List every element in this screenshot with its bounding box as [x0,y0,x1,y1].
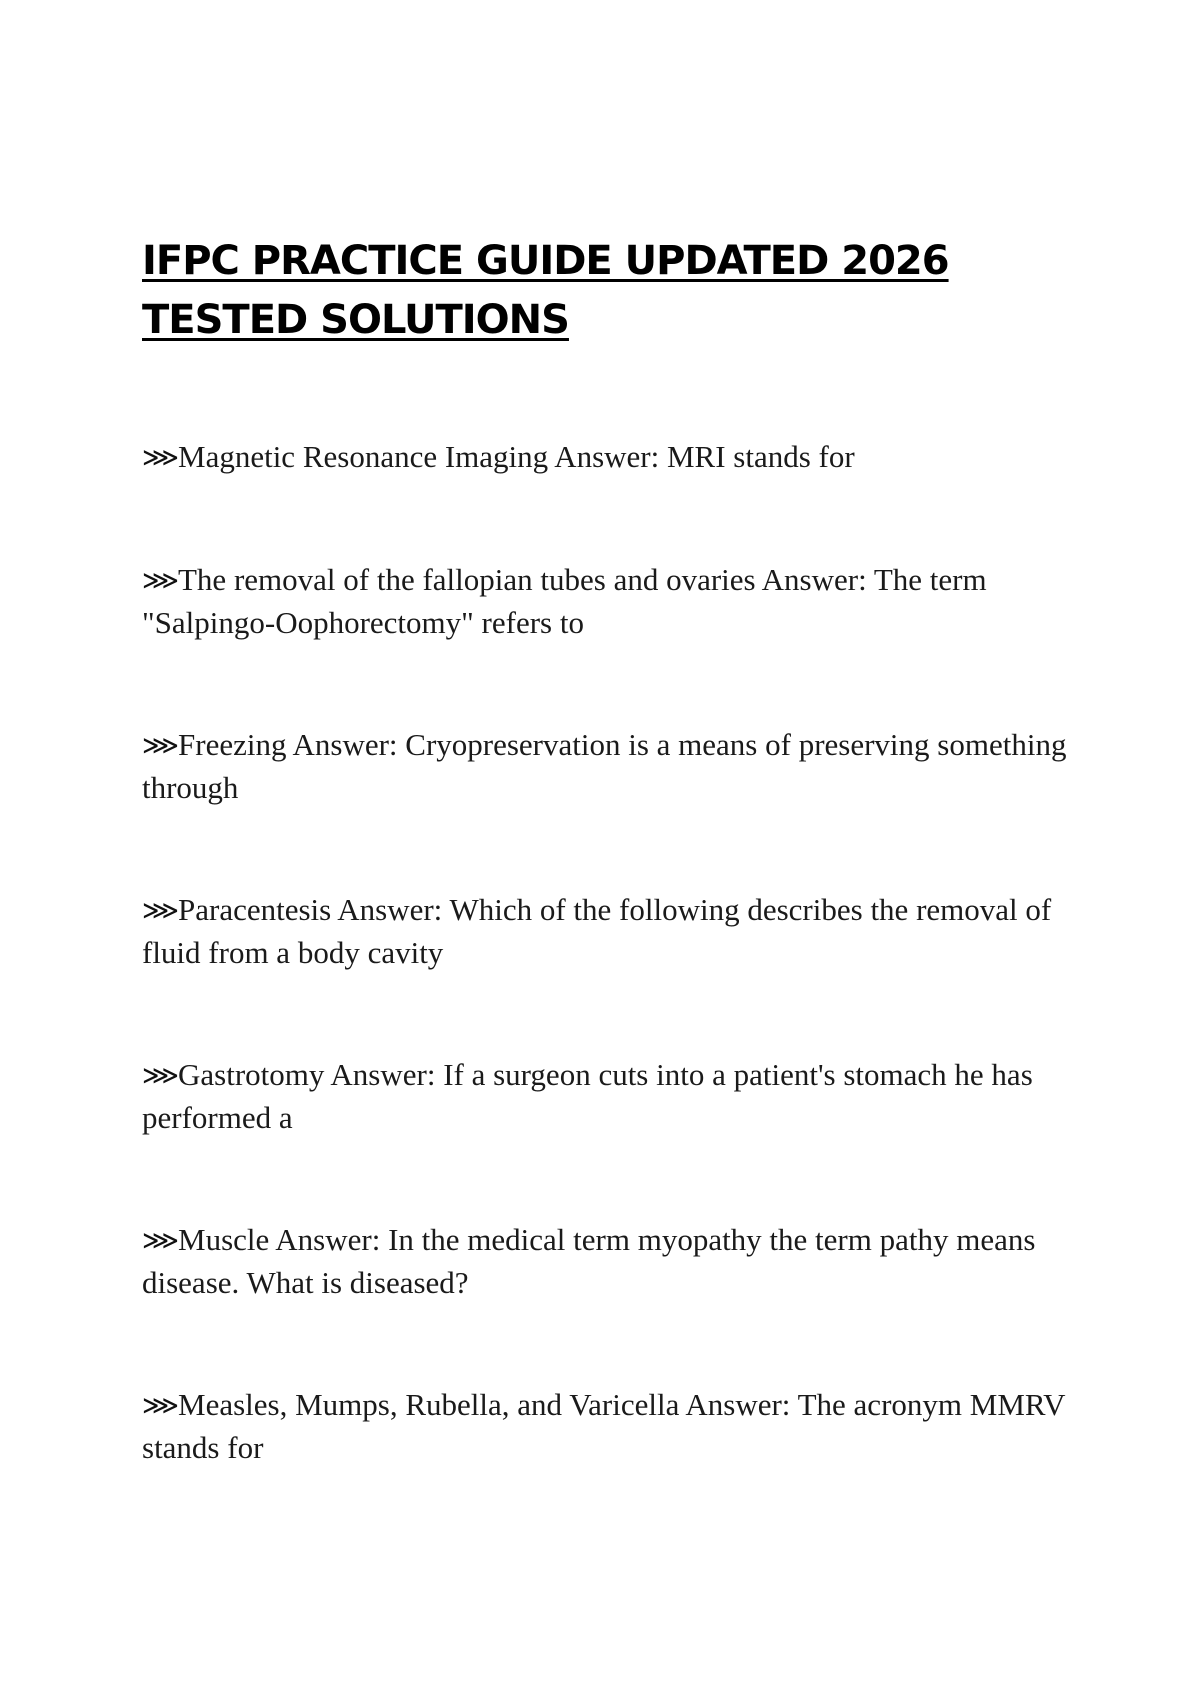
bullet-arrow-icon: ⋙ [142,896,179,926]
qa-text: Magnetic Resonance Imaging Answer: MRI stands for [178,439,855,474]
title-line-2: TESTED SOLUTIONS [142,297,569,343]
qa-item [142,559,1072,644]
qa-text: Gastrotomy Answer: If a surgeon cuts into a patient's stomach he has performed a [142,1057,1033,1135]
bullet-arrow-icon: ⋙ [142,1226,179,1256]
qa-item [142,1384,1072,1469]
qa-text: Muscle Answer: In the medical term myopathy the term pathy means disease. What is diseased? [142,1222,1036,1300]
qa-item [142,889,1072,974]
title-line-1: IFPC PRACTICE GUIDE UPDATED 2026 [142,238,949,284]
qa-item [142,1219,1072,1304]
bullet-arrow-icon: ⋙ [142,1391,179,1421]
qa-text: Freezing Answer: Cryopreservation is a means of preserving something through [142,727,1067,805]
bullet-arrow-icon: ⋙ [142,443,179,473]
bullet-arrow-icon: ⋙ [142,731,179,761]
qa-item [142,1054,1072,1139]
qa-text: Measles, Mumps, Rubella, and Varicella Answer: The acronym MMRV stands for [142,1387,1065,1465]
qa-text: The removal of the fallopian tubes and ovaries Answer: The term "Salpingo-Oophorectomy" refers to [142,562,987,640]
qa-text: Paracentesis Answer: Which of the following describes the removal of fluid from a body cavity [142,892,1052,970]
bullet-arrow-icon: ⋙ [142,566,179,596]
qa-item [142,436,1072,479]
document-title [142,232,1042,350]
qa-list [142,436,1072,1549]
bullet-arrow-icon: ⋙ [142,1061,179,1091]
qa-item [142,724,1072,809]
